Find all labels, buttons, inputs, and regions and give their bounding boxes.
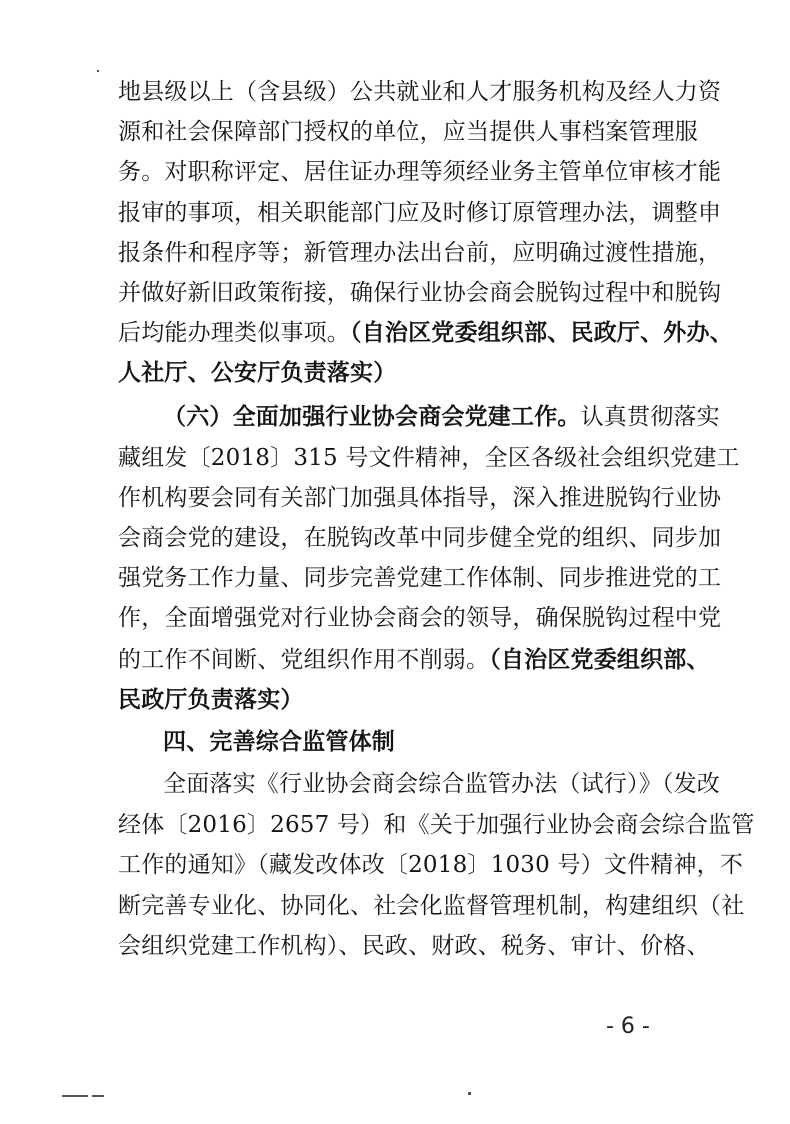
responsibility-note-end: 人社厅、公安厅负责落实） <box>118 360 397 386</box>
body-line-7: 后均能办理类似事项。（自治区党委组织部、民政厅、外办、 <box>118 320 733 346</box>
responsibility-note: （自治区党委组织部、 <box>489 647 710 673</box>
body-line-22: 经体〔2016〕2657 号）和《关于加强行业协会商会综合监管 <box>118 812 755 838</box>
section-6-line: （六）全面加强行业协会商会党建工作。认真贯彻落实 <box>163 404 720 430</box>
body-line-17: 的工作不间断、党组织作用不削弱。（自治区党委组织部、 <box>118 647 710 673</box>
scan-mark <box>468 1092 471 1095</box>
body-line-6: 并做好新旧政策衔接，确保行业协会商会脱钩过程中和脱钩 <box>118 280 722 306</box>
body-line-1: 地县级以上（含县级）公共就业和人才服务机构及经人力资 <box>118 79 722 105</box>
responsibility-note: （自治区党委组织部、民政厅、外办、 <box>350 320 733 346</box>
body-line-4: 报审的事项，相关职能部门应及时修订原管理办法，调整申 <box>118 200 722 226</box>
scan-mark <box>97 70 99 72</box>
body-line-15: 强党务工作力量、同步完善党建工作体制、同步推进党的工 <box>118 565 722 591</box>
section-heading-4: 四、完善综合监管体制 <box>163 729 395 755</box>
section-heading-6: （六）全面加强行业协会商会党建工作。 <box>163 404 581 430</box>
body-line-3: 务。对职称评定、居住证办理等须经业务主管单位审核才能 <box>118 159 722 185</box>
scan-mark <box>92 1095 104 1097</box>
body-line-2: 源和社会保障部门授权的单位，应当提供人事档案管理服 <box>118 119 698 145</box>
body-line-25: 会组织党建工作机构）、民政、财政、税务、审计、价格、 <box>118 933 710 959</box>
body-line-12: 藏组发〔2018〕315 号文件精神，全区各级社会组织党建工 <box>118 445 740 471</box>
body-line-23: 工作的通知》（藏发改体改〔2018〕1030 号）文件精神，不 <box>118 852 744 878</box>
body-line-14: 会商会党的建设，在脱钩改革中同步健全党的组织、同步加 <box>118 525 722 551</box>
body-line-24: 断完善专业化、协同化、社会化监督管理机制，构建组织（社 <box>118 893 745 919</box>
body-line-5: 报条件和程序等；新管理办法出台前，应明确过渡性措施， <box>118 240 722 266</box>
body-line-13: 作机构要会同有关部门加强具体指导，深入推进脱钩行业协 <box>118 485 722 511</box>
responsibility-note-end: 民政厅负责落实） <box>118 687 304 713</box>
scan-mark <box>62 1095 88 1097</box>
page-number: - 6 - <box>606 1014 650 1039</box>
body-line-16: 作，全面增强党对行业协会商会的领导，确保脱钩过程中党 <box>118 605 722 631</box>
body-line-21: 全面落实《行业协会商会综合监管办法（试行）》（发改 <box>163 771 720 797</box>
